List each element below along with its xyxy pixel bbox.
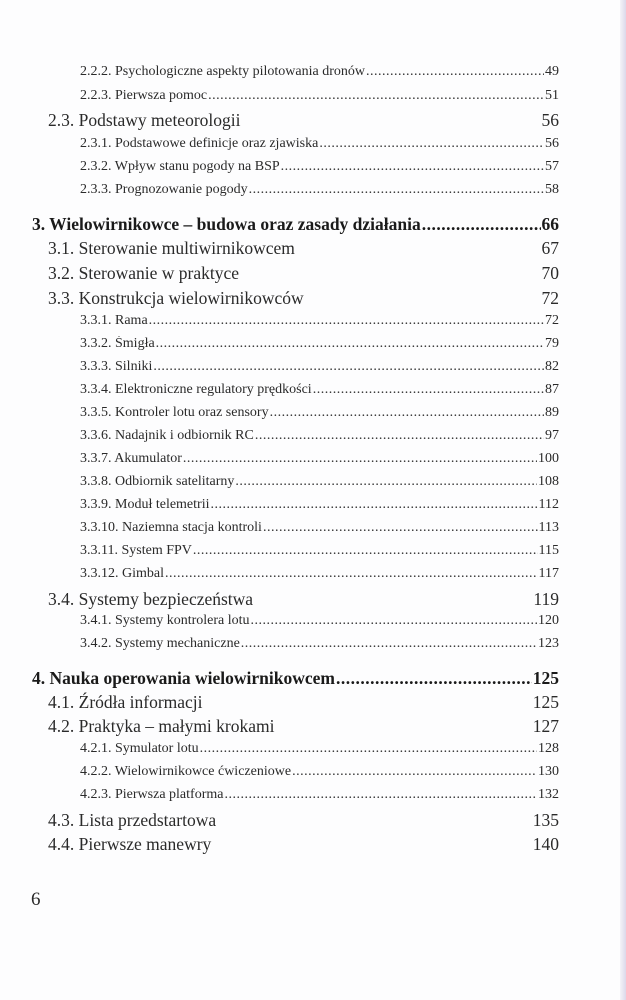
toc-entry[interactable]: [80, 474, 559, 490]
toc-entry[interactable]: [80, 313, 559, 329]
leader-dots: [149, 313, 544, 329]
toc-section-page: 70: [541, 263, 559, 283]
toc-entry-title: 3.3.10. Naziemna stacja kontroli: [80, 520, 262, 535]
toc-entry[interactable]: [80, 359, 559, 375]
toc-entry-title: 2.2.2. Psychologiczne aspekty pilotowania dronów: [80, 64, 366, 79]
toc-entry-page: 113: [538, 520, 559, 535]
toc-entry-title: 3.4.2. Systemy mechaniczne: [80, 636, 240, 651]
toc-entry-title: 3.4.1. Systemy kontrolera lotu: [80, 613, 250, 628]
leader-dots: [292, 764, 537, 780]
toc-entry-title: 4.2.3. Pierwsza platforma: [80, 787, 224, 802]
toc-entry-title: 3.3.11. System FPV: [80, 543, 192, 558]
toc-entry-page: 51: [545, 88, 559, 103]
leader-dots: [319, 136, 544, 152]
leader-dots: [183, 451, 537, 467]
leader-dots: [153, 359, 544, 375]
toc-entry-title: 2.3.1. Podstawowe definicje oraz zjawiska: [80, 136, 319, 151]
toc-section-page: 72: [541, 288, 559, 308]
toc-section[interactable]: [48, 716, 559, 737]
toc-section-page: 140: [532, 834, 559, 854]
toc-chapter-title: 4. Nauka operowania wielowirnikowcem: [32, 668, 336, 688]
toc-chapter-page: 125: [532, 668, 559, 688]
toc-section-page: 135: [532, 810, 559, 830]
toc-entry[interactable]: [80, 613, 559, 629]
toc-entry[interactable]: [80, 405, 559, 421]
toc-entry[interactable]: [80, 182, 559, 198]
toc-entry-page: 82: [545, 359, 559, 374]
toc-entry-page: 87: [545, 382, 559, 397]
toc-section-title: 2.3. Podstawy meteorologii: [48, 110, 241, 130]
leader-dots: [281, 159, 544, 175]
toc-section-page: 56: [541, 110, 559, 130]
toc-entry-title: 4.2.2. Wielowirnikowce ćwiczeniowe: [80, 764, 292, 779]
toc-entry[interactable]: [80, 566, 559, 582]
toc-entry[interactable]: [80, 764, 559, 780]
leader-dots: [241, 636, 537, 652]
toc-section-page: 67: [541, 238, 559, 258]
toc-entry-title: 3.3.3. Silniki: [80, 359, 153, 374]
toc-section[interactable]: [48, 810, 559, 831]
toc-section[interactable]: [48, 834, 559, 855]
toc-section[interactable]: [48, 288, 559, 309]
toc-entry[interactable]: [80, 451, 559, 467]
leader-dots: [336, 668, 532, 689]
toc-section[interactable]: [48, 263, 559, 284]
toc-entry-page: 132: [538, 787, 559, 802]
leader-dots: [193, 543, 538, 559]
page-edge-shadow: [620, 0, 626, 1000]
toc-entry-title: 3.3.5. Kontroler lotu oraz sensory: [80, 405, 269, 420]
toc-entry-page: 58: [545, 182, 559, 197]
toc-section-title: 4.1. Źródła informacji: [48, 692, 203, 712]
toc-entry-title: 3.3.2. Śmigła: [80, 336, 155, 351]
toc-chapter[interactable]: [32, 668, 559, 689]
leader-dots: [210, 497, 537, 513]
toc-entry-page: 56: [545, 136, 559, 151]
toc-entry-page: 130: [538, 764, 559, 779]
leader-dots: [165, 566, 538, 582]
toc-entry[interactable]: [80, 336, 559, 352]
leader-dots: [208, 88, 544, 104]
toc-entry-page: 89: [545, 405, 559, 420]
toc-entry-page: 112: [538, 497, 559, 512]
toc-entry-page: 57: [545, 159, 559, 174]
toc-chapter-title: 3. Wielowirnikowce – budowa oraz zasady działania: [32, 214, 421, 234]
leader-dots: [366, 64, 544, 80]
leader-dots: [200, 741, 537, 757]
toc-entry-title: 3.3.7. Akumulator: [80, 451, 182, 466]
leader-dots: [422, 214, 541, 235]
toc-entry-title: 3.3.4. Elektroniczne regulatory prędkości: [80, 382, 312, 397]
leader-dots: [255, 428, 544, 444]
toc-entry-page: 115: [538, 543, 559, 558]
leader-dots: [270, 405, 544, 421]
toc-entry[interactable]: [80, 497, 559, 513]
leader-dots: [235, 474, 537, 490]
toc-chapter-page: 66: [541, 214, 559, 234]
toc-entry-page: 49: [545, 64, 559, 79]
leader-dots: [263, 520, 538, 536]
toc-entry[interactable]: [80, 136, 559, 152]
toc-entry[interactable]: [80, 741, 559, 757]
toc-entry[interactable]: [80, 159, 559, 175]
toc-entry[interactable]: [80, 520, 559, 536]
toc-entry[interactable]: [80, 64, 559, 80]
toc-entry-title: 2.2.3. Pierwsza pomoc: [80, 88, 208, 103]
toc-entry[interactable]: [80, 543, 559, 559]
toc-chapter[interactable]: [32, 214, 559, 235]
leader-dots: [249, 182, 544, 198]
toc-section[interactable]: [48, 110, 559, 131]
toc-entry-title: 4.2.1. Symulator lotu: [80, 741, 199, 756]
toc-section-page: 119: [533, 589, 559, 609]
toc-section[interactable]: [48, 589, 559, 610]
toc-entry[interactable]: [80, 428, 559, 444]
toc-entry[interactable]: [80, 636, 559, 652]
toc-entry-page: 108: [538, 474, 559, 489]
toc-entry-title: 3.3.6. Nadajnik i odbiornik RC: [80, 428, 254, 443]
toc-entry[interactable]: [80, 787, 559, 803]
toc-entry-title: 2.3.3. Prognozowanie pogody: [80, 182, 248, 197]
toc-section-title: 4.4. Pierwsze manewry: [48, 834, 212, 854]
leader-dots: [224, 787, 537, 803]
toc-section-title: 3.3. Konstrukcja wielowirnikowców: [48, 288, 304, 308]
toc-entry-title: 3.3.8. Odbiornik satelitarny: [80, 474, 235, 489]
toc-entry-title: 3.3.9. Moduł telemetrii: [80, 497, 210, 512]
leader-dots: [156, 336, 544, 352]
toc-section-page: 125: [532, 692, 559, 712]
toc-entry-page: 128: [538, 741, 559, 756]
toc-entry-page: 120: [538, 613, 559, 628]
toc-section-title: 4.2. Praktyka – małymi krokami: [48, 716, 275, 736]
toc-entry-page: 79: [545, 336, 559, 351]
leader-dots: [313, 382, 544, 398]
toc-section-title: 3.1. Sterowanie multiwirnikowcem: [48, 238, 295, 258]
toc-section-title: 3.2. Sterowanie w praktyce: [48, 263, 239, 283]
toc-section[interactable]: [48, 692, 559, 713]
leader-dots: [251, 613, 537, 629]
toc-entry[interactable]: [80, 88, 559, 104]
page-number: 6: [31, 889, 41, 910]
toc-entry-page: 123: [538, 636, 559, 651]
toc-entry[interactable]: [80, 382, 559, 398]
toc-section-page: 127: [532, 716, 559, 736]
toc-entry-page: 97: [545, 428, 559, 443]
toc-section-title: 3.4. Systemy bezpieczeństwa: [48, 589, 254, 609]
toc-entry-page: 117: [538, 566, 559, 581]
toc-section-title: 4.3. Lista przedstartowa: [48, 810, 217, 830]
toc-entry-page: 100: [538, 451, 559, 466]
toc-entry-title: 3.3.1. Rama: [80, 313, 148, 328]
toc-entry-page: 72: [545, 313, 559, 328]
toc-entry-title: 2.3.2. Wpływ stanu pogody na BSP: [80, 159, 280, 174]
toc-entry-title: 3.3.12. Gimbal: [80, 566, 164, 581]
toc-section[interactable]: [48, 238, 559, 259]
